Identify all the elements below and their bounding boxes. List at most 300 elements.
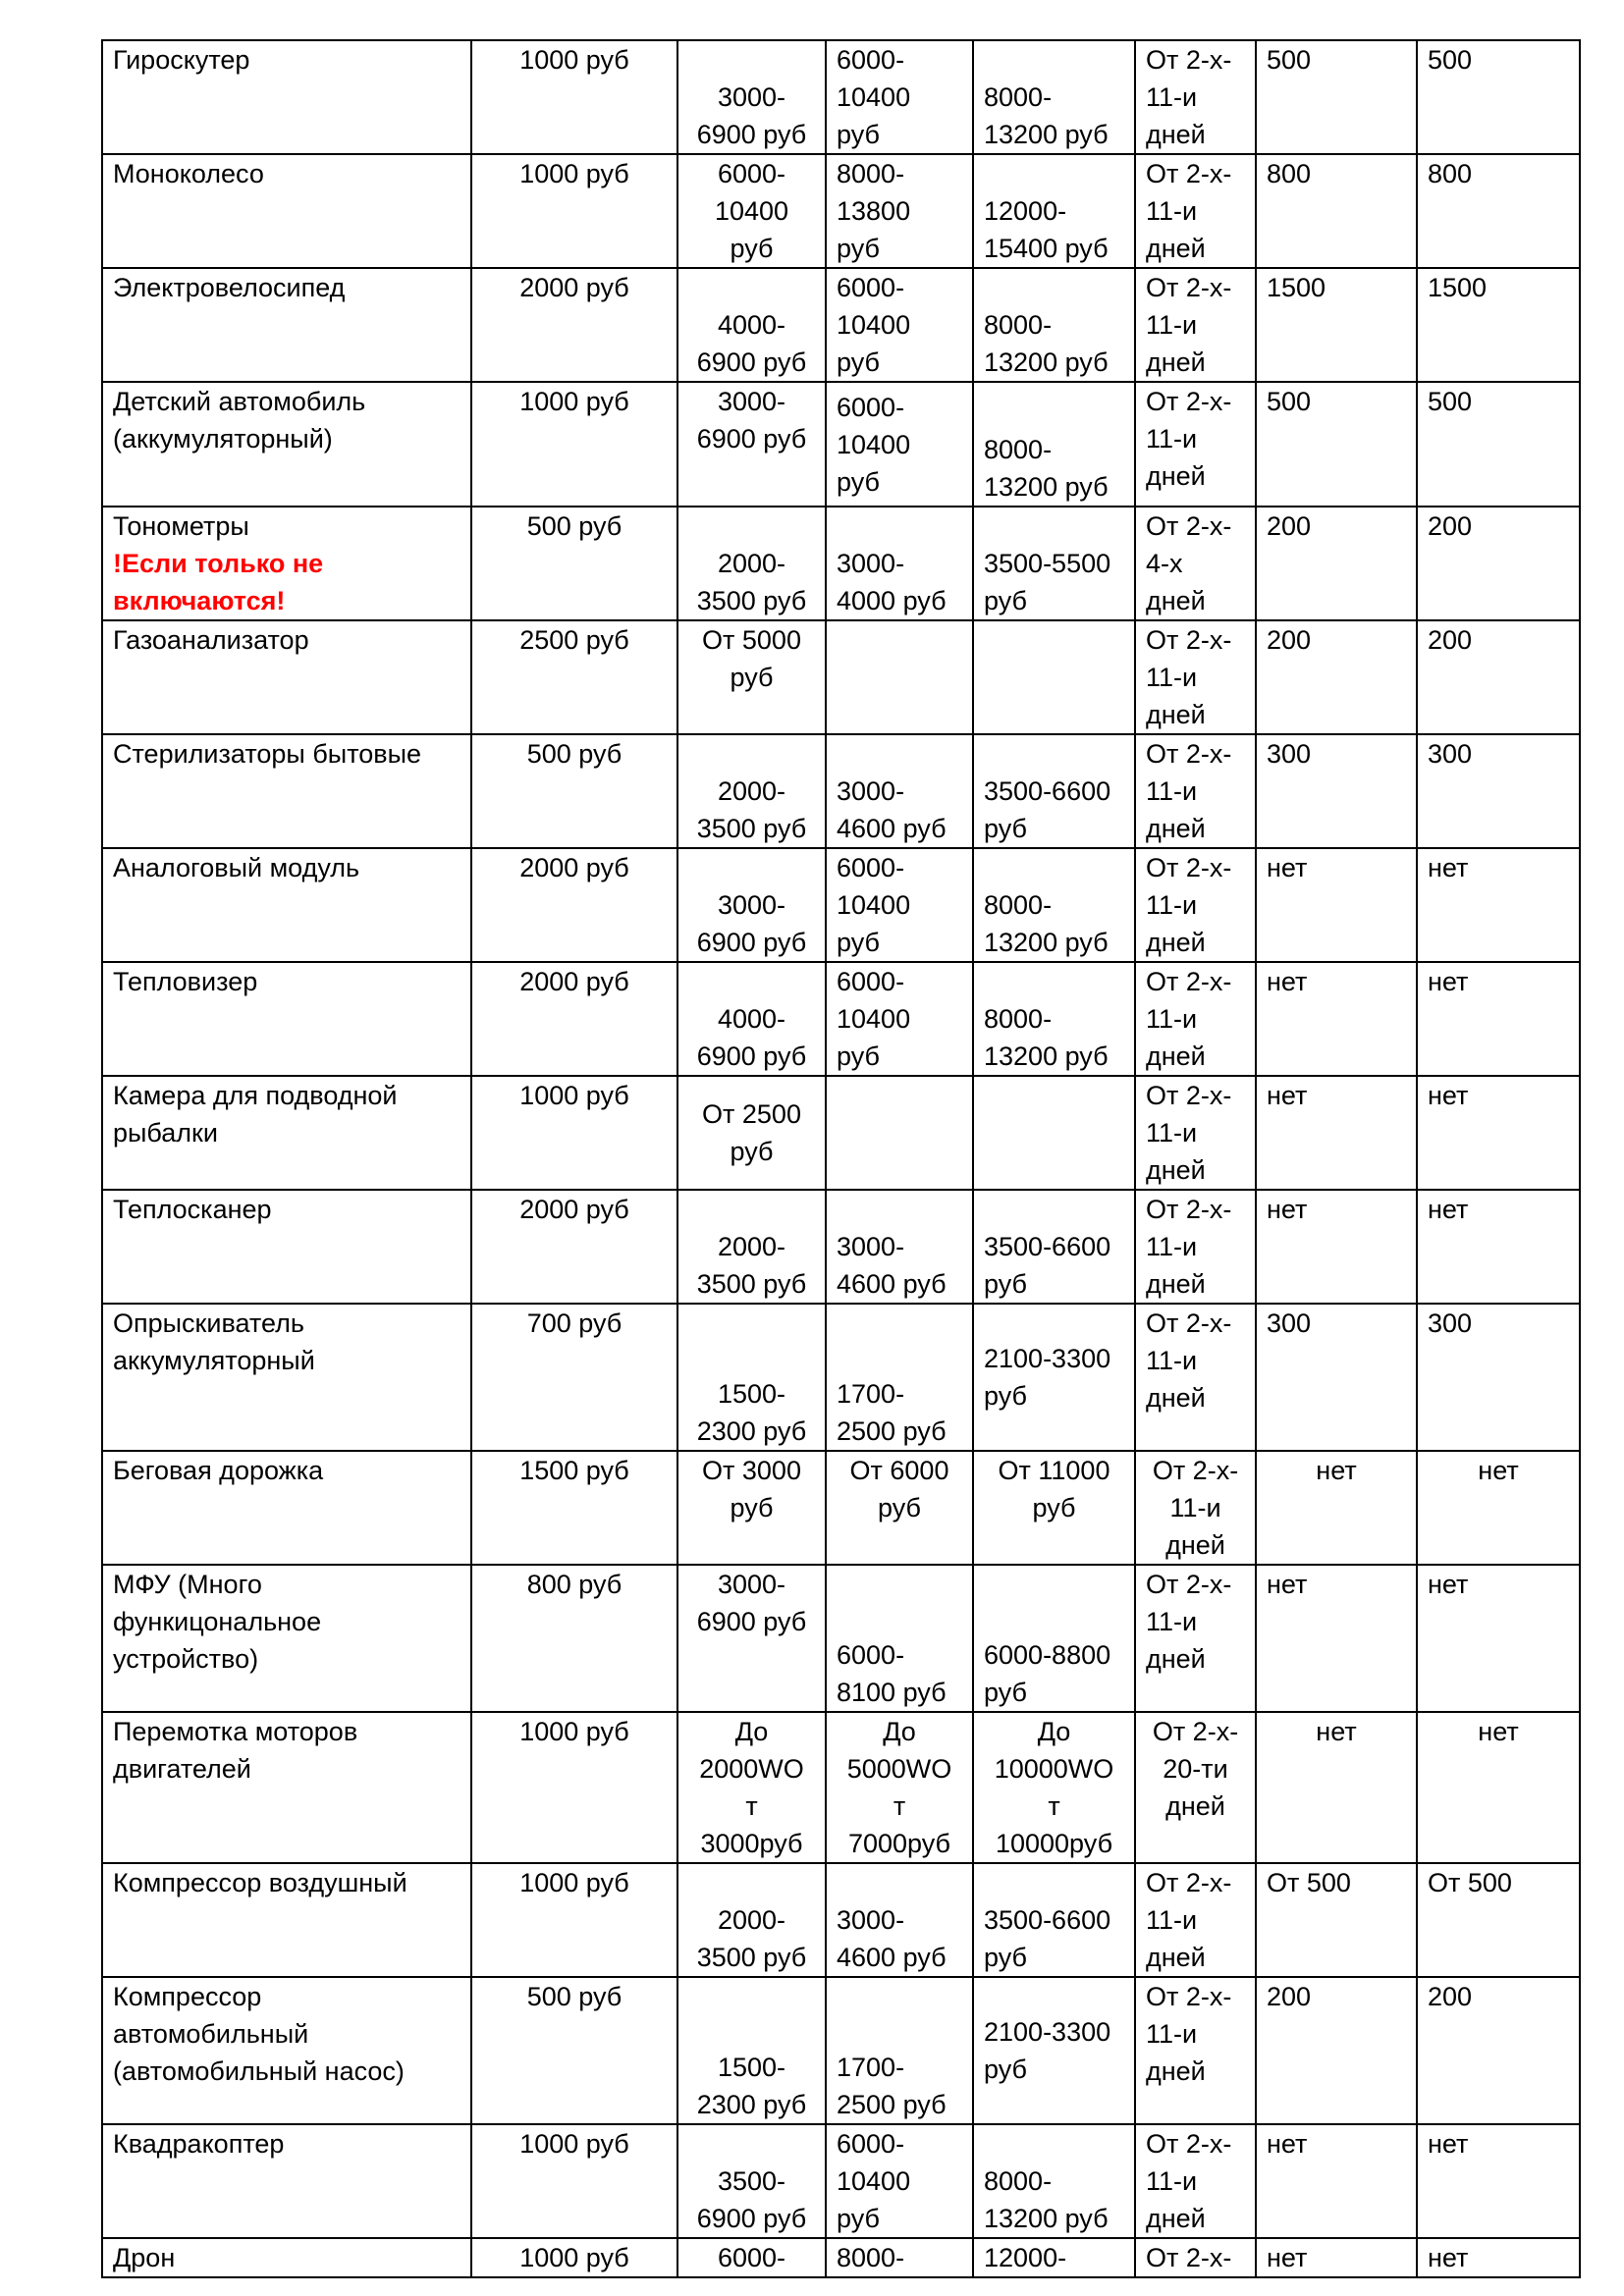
extra-price-1-cell-text: нет <box>1267 2129 1308 2159</box>
device-name-cell <box>102 2124 471 2238</box>
repair-price-3-cell <box>973 2124 1135 2238</box>
diagnostic-price-cell <box>471 268 677 382</box>
repair-term-cell-text: От 2-х- 11-и дней <box>1146 739 1232 843</box>
repair-price-1-cell-text: 6000- 10400 руб <box>714 159 789 263</box>
table-row <box>102 507 1580 620</box>
repair-term-cell-text: От 2-х- <box>1146 2243 1232 2272</box>
extra-price-1-cell-text: нет <box>1267 853 1308 882</box>
extra-price-2-cell-text: нет <box>1428 2243 1469 2272</box>
device-name-cell <box>102 382 471 507</box>
extra-price-1-cell-text: 200 <box>1267 511 1312 541</box>
repair-price-3-cell <box>973 154 1135 268</box>
table-row <box>102 2238 1580 2277</box>
repair-price-3-cell-text: 8000- 13200 руб <box>984 890 1109 957</box>
repair-term-cell-text: От 2-х- 11-и дней <box>1146 1868 1232 1972</box>
repair-term-cell <box>1135 734 1256 848</box>
extra-price-1-cell-text: 500 <box>1267 387 1312 416</box>
device-name: Перемотка моторов двигателей <box>113 1717 358 1784</box>
repair-price-3-cell-text: 3500-5500 руб <box>984 549 1111 615</box>
table-row <box>102 1076 1580 1190</box>
extra-price-2-cell <box>1417 1190 1580 1304</box>
device-name: Беговая дорожка <box>113 1456 324 1485</box>
table-row <box>102 962 1580 1076</box>
extra-price-2-cell-text: 500 <box>1428 45 1473 75</box>
extra-price-1-cell-text: нет <box>1316 1717 1357 1746</box>
repair-price-1-cell <box>677 507 826 620</box>
diagnostic-price-cell-text: 700 руб <box>526 1308 623 1338</box>
extra-price-1-cell <box>1256 154 1417 268</box>
device-name: Детский автомобиль (аккумуляторный) <box>113 387 366 454</box>
device-name: Квадракоптер <box>113 2129 285 2159</box>
extra-price-2-cell <box>1417 620 1580 734</box>
device-name-cell <box>102 1304 471 1451</box>
diagnostic-price-cell-text: 1000 руб <box>519 1081 629 1110</box>
repair-term-cell <box>1135 1190 1256 1304</box>
repair-price-2-cell <box>826 1451 973 1565</box>
diagnostic-price-cell-text: 2000 руб <box>519 273 629 302</box>
repair-price-2-cell-text: 3000- 4000 руб <box>837 549 947 615</box>
repair-price-3-cell <box>973 268 1135 382</box>
extra-price-1-cell-text: 1500 <box>1267 273 1326 302</box>
repair-term-cell-text: От 2-х- 11-и дней <box>1146 1308 1232 1413</box>
repair-price-2-cell <box>826 962 973 1076</box>
repair-price-3-cell <box>973 1977 1135 2124</box>
repair-term-cell-text: От 2-х- 11-и дней <box>1146 387 1232 491</box>
repair-term-cell <box>1135 40 1256 154</box>
table-row <box>102 1190 1580 1304</box>
diagnostic-price-cell-text: 1000 руб <box>519 2243 629 2272</box>
diagnostic-price-cell <box>471 154 677 268</box>
repair-price-1-cell-text: 2000- 3500 руб <box>696 549 807 615</box>
extra-price-2-cell <box>1417 2124 1580 2238</box>
extra-price-2-cell <box>1417 1863 1580 1977</box>
device-name-cell <box>102 1712 471 1863</box>
repair-price-2-cell-text: От 6000 руб <box>849 1456 949 1522</box>
diagnostic-price-cell <box>471 1863 677 1977</box>
extra-price-2-cell-text: 300 <box>1428 739 1473 769</box>
diagnostic-price-cell-text: 1500 руб <box>519 1456 629 1485</box>
repair-price-1-cell <box>677 848 826 962</box>
repair-price-1-cell <box>677 1190 826 1304</box>
repair-term-cell-text: От 2-х- 11-и дней <box>1146 159 1232 263</box>
repair-price-2-cell-text: 6000- 10400 руб <box>837 392 911 497</box>
repair-price-3-cell-text: До 10000WO т 10000руб <box>994 1717 1114 1858</box>
diagnostic-price-cell-text: 1000 руб <box>519 45 629 75</box>
diagnostic-price-cell <box>471 962 677 1076</box>
device-name-cell <box>102 2238 471 2277</box>
repair-term-cell <box>1135 154 1256 268</box>
extra-price-1-cell-text: 200 <box>1267 625 1312 655</box>
repair-term-cell <box>1135 1565 1256 1712</box>
repair-price-1-cell-text: До 2000WO т 3000руб <box>699 1717 804 1858</box>
extra-price-2-cell-text: 800 <box>1428 159 1473 188</box>
repair-term-cell <box>1135 1863 1256 1977</box>
repair-price-3-cell <box>973 962 1135 1076</box>
repair-term-cell <box>1135 962 1256 1076</box>
extra-price-1-cell <box>1256 1977 1417 2124</box>
repair-term-cell <box>1135 382 1256 507</box>
table-row <box>102 154 1580 268</box>
extra-price-2-cell <box>1417 1304 1580 1451</box>
device-name-cell <box>102 620 471 734</box>
repair-price-2-cell <box>826 848 973 962</box>
repair-term-cell-text: От 2-х- 4-х дней <box>1146 511 1232 615</box>
extra-price-1-cell <box>1256 2124 1417 2238</box>
repair-price-1-cell <box>677 2238 826 2277</box>
extra-price-2-cell <box>1417 507 1580 620</box>
repair-price-2-cell <box>826 2238 973 2277</box>
repair-price-1-cell <box>677 382 826 507</box>
repair-price-2-cell <box>826 620 973 734</box>
repair-price-2-cell <box>826 2124 973 2238</box>
diagnostic-price-cell <box>471 2124 677 2238</box>
warning-note: !Если только не включаются! <box>113 549 324 615</box>
device-name-cell <box>102 962 471 1076</box>
repair-price-3-cell <box>973 620 1135 734</box>
repair-price-2-cell <box>826 382 973 507</box>
table-row <box>102 734 1580 848</box>
diagnostic-price-cell-text: 1000 руб <box>519 1717 629 1746</box>
repair-price-3-cell-text: 6000-8800 руб <box>984 1640 1111 1707</box>
extra-price-1-cell-text: 500 <box>1267 45 1312 75</box>
extra-price-2-cell-text: 200 <box>1428 511 1473 541</box>
repair-price-1-cell <box>677 1076 826 1190</box>
extra-price-1-cell-text: нет <box>1267 2243 1308 2272</box>
extra-price-2-cell-text: нет <box>1478 1456 1519 1485</box>
repair-term-cell-text: От 2-х- 11-и дней <box>1146 1982 1232 2086</box>
repair-price-3-cell-text: 8000- 13200 руб <box>984 1004 1109 1071</box>
extra-price-2-cell-text: нет <box>1478 1717 1519 1746</box>
repair-price-3-cell <box>973 1863 1135 1977</box>
repair-price-2-cell <box>826 40 973 154</box>
repair-price-3-cell <box>973 2238 1135 2277</box>
extra-price-2-cell-text: 200 <box>1428 625 1473 655</box>
repair-price-1-cell <box>677 1565 826 1712</box>
repair-term-cell <box>1135 1451 1256 1565</box>
repair-price-3-cell-text: 12000- <box>984 2243 1067 2272</box>
extra-price-1-cell <box>1256 962 1417 1076</box>
repair-price-3-cell <box>973 848 1135 962</box>
repair-price-2-cell <box>826 1977 973 2124</box>
repair-price-1-cell <box>677 1712 826 1863</box>
extra-price-1-cell <box>1256 40 1417 154</box>
repair-term-cell <box>1135 620 1256 734</box>
extra-price-1-cell <box>1256 2238 1417 2277</box>
extra-price-1-cell-text: 300 <box>1267 739 1312 769</box>
extra-price-1-cell <box>1256 1190 1417 1304</box>
extra-price-2-cell-text: 200 <box>1428 1982 1473 2011</box>
repair-price-3-cell-text: 8000- 13200 руб <box>984 435 1109 502</box>
repair-price-1-cell-text: 1500- 2300 руб <box>696 2053 807 2119</box>
extra-price-1-cell <box>1256 1304 1417 1451</box>
repair-price-3-cell <box>973 1076 1135 1190</box>
repair-price-2-cell <box>826 1076 973 1190</box>
repair-price-2-cell-text: До 5000WO т 7000руб <box>846 1717 952 1858</box>
repair-price-3-cell <box>973 1190 1135 1304</box>
device-name-cell <box>102 507 471 620</box>
diagnostic-price-cell <box>471 507 677 620</box>
repair-price-1-cell <box>677 1304 826 1451</box>
repair-price-3-cell-text: От 11000 руб <box>998 1456 1110 1522</box>
extra-price-1-cell <box>1256 1565 1417 1712</box>
diagnostic-price-cell-text: 1000 руб <box>519 387 629 416</box>
repair-price-2-cell-text: 1700- 2500 руб <box>837 2053 947 2119</box>
diagnostic-price-cell-text: 1000 руб <box>519 1868 629 1897</box>
extra-price-1-cell <box>1256 848 1417 962</box>
repair-term-cell <box>1135 2238 1256 2277</box>
extra-price-1-cell <box>1256 1451 1417 1565</box>
diagnostic-price-cell <box>471 2238 677 2277</box>
repair-price-3-cell <box>973 1304 1135 1451</box>
extra-price-2-cell-text: нет <box>1428 2129 1469 2159</box>
table-row <box>102 1304 1580 1451</box>
repair-term-cell-text: От 2-х- 11-и дней <box>1146 45 1232 149</box>
extra-price-2-cell <box>1417 734 1580 848</box>
extra-price-2-cell-text: нет <box>1428 1570 1469 1599</box>
repair-price-3-cell <box>973 1565 1135 1712</box>
repair-price-1-cell <box>677 40 826 154</box>
repair-price-2-cell-text: 6000- 10400 руб <box>837 853 911 957</box>
extra-price-1-cell-text: нет <box>1267 1195 1308 1224</box>
repair-price-1-cell-text: 3500- 6900 руб <box>696 2166 807 2233</box>
diagnostic-price-cell-text: 500 руб <box>526 511 623 541</box>
repair-term-cell <box>1135 1712 1256 1863</box>
repair-price-1-cell <box>677 1451 826 1565</box>
repair-price-3-cell-text: 8000- 13200 руб <box>984 2166 1109 2233</box>
extra-price-2-cell <box>1417 1565 1580 1712</box>
diagnostic-price-cell <box>471 1565 677 1712</box>
device-name-cell <box>102 40 471 154</box>
extra-price-1-cell-text: нет <box>1267 1081 1308 1110</box>
diagnostic-price-cell <box>471 1977 677 2124</box>
repair-price-3-cell-text: 8000- 13200 руб <box>984 310 1109 377</box>
device-name: Стерилизаторы бытовые <box>113 739 422 769</box>
repair-price-3-cell <box>973 40 1135 154</box>
extra-price-2-cell <box>1417 268 1580 382</box>
repair-price-2-cell <box>826 507 973 620</box>
repair-price-1-cell <box>677 734 826 848</box>
repair-term-cell-text: От 2-х- 11-и дней <box>1146 625 1232 729</box>
table-row <box>102 1712 1580 1863</box>
repair-price-1-cell-text: 3000- 6900 руб <box>696 82 807 149</box>
device-name-cell <box>102 154 471 268</box>
table-row <box>102 1863 1580 1977</box>
device-name: Тепловизер <box>113 967 258 996</box>
repair-price-2-cell-text: 6000- 8100 руб <box>837 1640 947 1707</box>
repair-price-1-cell-text: 3000- 6900 руб <box>696 890 807 957</box>
repair-price-3-cell <box>973 382 1135 507</box>
extra-price-1-cell <box>1256 620 1417 734</box>
extra-price-1-cell <box>1256 268 1417 382</box>
repair-price-1-cell <box>677 2124 826 2238</box>
extra-price-2-cell <box>1417 154 1580 268</box>
repair-price-3-cell <box>973 1451 1135 1565</box>
extra-price-2-cell <box>1417 848 1580 962</box>
repair-price-1-cell-text: От 2500 руб <box>702 1099 801 1166</box>
repair-price-1-cell <box>677 154 826 268</box>
repair-price-2-cell-text: 8000- 13800 руб <box>837 159 911 263</box>
extra-price-2-cell <box>1417 382 1580 507</box>
extra-price-1-cell-text: 300 <box>1267 1308 1312 1338</box>
repair-price-1-cell-text: 2000- 3500 руб <box>696 1905 807 1972</box>
repair-term-cell <box>1135 1977 1256 2124</box>
extra-price-1-cell-text: нет <box>1316 1456 1357 1485</box>
repair-term-cell-text: От 2-х- 11-и дней <box>1146 967 1232 1071</box>
diagnostic-price-cell-text: 800 руб <box>526 1570 623 1599</box>
device-name: Газоанализатор <box>113 625 309 655</box>
extra-price-2-cell-text: нет <box>1428 967 1469 996</box>
device-name-cell <box>102 1977 471 2124</box>
repair-price-2-cell-text: 3000- 4600 руб <box>837 1232 947 1299</box>
price-table-body <box>102 40 1580 2277</box>
extra-price-2-cell <box>1417 1076 1580 1190</box>
extra-price-1-cell-text: 800 <box>1267 159 1312 188</box>
device-name-cell <box>102 734 471 848</box>
repair-price-1-cell-text: 4000- 6900 руб <box>696 310 807 377</box>
table-row <box>102 2124 1580 2238</box>
device-name: Опрыскиватель аккумуляторный <box>113 1308 315 1375</box>
table-row <box>102 1451 1580 1565</box>
diagnostic-price-cell <box>471 40 677 154</box>
table-row <box>102 848 1580 962</box>
extra-price-1-cell-text: 200 <box>1267 1982 1312 2011</box>
extra-price-2-cell <box>1417 1977 1580 2124</box>
table-row <box>102 1565 1580 1712</box>
device-name: Тонометры <box>113 511 249 541</box>
device-name: Гироскутер <box>113 45 250 75</box>
device-name: Компрессор автомобильный (автомобильный насос) <box>113 1982 405 2086</box>
repair-term-cell-text: От 2-х- 11-и дней <box>1146 1570 1232 1674</box>
extra-price-1-cell-text: нет <box>1267 1570 1308 1599</box>
diagnostic-price-cell-text: 2000 руб <box>519 853 629 882</box>
repair-price-2-cell-text: 1700- 2500 руб <box>837 1379 947 1446</box>
table-row <box>102 382 1580 507</box>
diagnostic-price-cell <box>471 620 677 734</box>
extra-price-2-cell-text: нет <box>1428 853 1469 882</box>
repair-term-cell-text: От 2-х- 11-и дней <box>1146 1195 1232 1299</box>
repair-price-3-cell-text: 3500-6600 руб <box>984 776 1111 843</box>
extra-price-1-cell <box>1256 1076 1417 1190</box>
repair-price-1-cell-text: 3000- 6900 руб <box>696 1570 807 1636</box>
repair-term-cell-text: От 2-х- 11-и дней <box>1146 853 1232 957</box>
diagnostic-price-cell <box>471 734 677 848</box>
repair-price-2-cell-text: 6000- 10400 руб <box>837 273 911 377</box>
device-name-cell <box>102 848 471 962</box>
diagnostic-price-cell-text: 2000 руб <box>519 1195 629 1224</box>
diagnostic-price-cell <box>471 848 677 962</box>
extra-price-2-cell <box>1417 962 1580 1076</box>
repair-price-1-cell <box>677 620 826 734</box>
extra-price-1-cell <box>1256 1863 1417 1977</box>
device-name-cell <box>102 1451 471 1565</box>
repair-term-cell-text: От 2-х- 20-ти дней <box>1152 1717 1239 1821</box>
repair-price-1-cell-text: От 5000 руб <box>702 625 801 692</box>
diagnostic-price-cell-text: 1000 руб <box>519 2129 629 2159</box>
repair-term-cell <box>1135 1304 1256 1451</box>
extra-price-2-cell <box>1417 1712 1580 1863</box>
repair-price-2-cell <box>826 1712 973 1863</box>
diagnostic-price-cell <box>471 1076 677 1190</box>
diagnostic-price-cell-text: 500 руб <box>526 1982 623 2011</box>
diagnostic-price-cell <box>471 1304 677 1451</box>
table-row <box>102 1977 1580 2124</box>
diagnostic-price-cell-text: 2500 руб <box>519 625 629 655</box>
repair-term-cell <box>1135 507 1256 620</box>
diagnostic-price-cell <box>471 1712 677 1863</box>
repair-price-3-cell-text: 3500-6600 руб <box>984 1905 1111 1972</box>
extra-price-1-cell-text: От 500 <box>1267 1868 1351 1897</box>
repair-price-3-cell-text: 3500-6600 руб <box>984 1232 1111 1299</box>
extra-price-2-cell <box>1417 1451 1580 1565</box>
diagnostic-price-cell-text: 1000 руб <box>519 159 629 188</box>
extra-price-1-cell <box>1256 382 1417 507</box>
repair-price-2-cell-text: 3000- 4600 руб <box>837 776 947 843</box>
repair-term-cell <box>1135 2124 1256 2238</box>
repair-price-3-cell <box>973 734 1135 848</box>
repair-price-1-cell-text: От 3000 руб <box>702 1456 801 1522</box>
table-row <box>102 40 1580 154</box>
repair-term-cell <box>1135 1076 1256 1190</box>
device-name: Дрон <box>113 2243 176 2272</box>
diagnostic-price-cell-text: 500 руб <box>526 739 623 769</box>
price-table <box>101 39 1581 2278</box>
repair-price-2-cell <box>826 1863 973 1977</box>
extra-price-2-cell-text: От 500 <box>1428 1868 1512 1897</box>
device-name: МФУ (Много функицональное устройство) <box>113 1570 322 1674</box>
repair-price-3-cell-text: 8000- 13200 руб <box>984 82 1109 149</box>
device-name-cell <box>102 268 471 382</box>
device-name-cell <box>102 1863 471 1977</box>
repair-term-cell-text: От 2-х- 11-и дней <box>1146 2129 1232 2233</box>
repair-term-cell <box>1135 848 1256 962</box>
extra-price-2-cell-text: нет <box>1428 1195 1469 1224</box>
device-name: Компрессор воздушный <box>113 1868 407 1897</box>
repair-price-1-cell <box>677 1863 826 1977</box>
repair-price-3-cell-text: 2100-3300 руб <box>984 1344 1111 1411</box>
repair-price-1-cell-text: 6000- <box>717 2243 786 2272</box>
repair-price-3-cell-text: 12000- 15400 руб <box>984 196 1109 263</box>
repair-price-1-cell-text: 2000- 3500 руб <box>696 1232 807 1299</box>
extra-price-2-cell-text: 500 <box>1428 387 1473 416</box>
repair-term-cell-text: От 2-х- 11-и дней <box>1146 273 1232 377</box>
extra-price-2-cell-text: 1500 <box>1428 273 1488 302</box>
diagnostic-price-cell <box>471 1190 677 1304</box>
repair-price-1-cell-text: 4000- 6900 руб <box>696 1004 807 1071</box>
extra-price-1-cell-text: нет <box>1267 967 1308 996</box>
repair-price-1-cell <box>677 1977 826 2124</box>
device-name-cell <box>102 1565 471 1712</box>
extra-price-1-cell <box>1256 507 1417 620</box>
device-name: Аналоговый модуль <box>113 853 360 882</box>
device-name-cell <box>102 1076 471 1190</box>
repair-price-3-cell <box>973 1712 1135 1863</box>
device-name: Электровелосипед <box>113 273 346 302</box>
device-name: Камера для подводной рыбалки <box>113 1081 398 1148</box>
repair-price-2-cell-text: 6000- 10400 руб <box>837 45 911 149</box>
extra-price-2-cell-text: нет <box>1428 1081 1469 1110</box>
repair-price-1-cell <box>677 962 826 1076</box>
repair-term-cell <box>1135 268 1256 382</box>
repair-price-3-cell-text: 2100-3300 руб <box>984 2017 1111 2084</box>
diagnostic-price-cell <box>471 1451 677 1565</box>
extra-price-2-cell-text: 300 <box>1428 1308 1473 1338</box>
diagnostic-price-cell <box>471 382 677 507</box>
diagnostic-price-cell-text: 2000 руб <box>519 967 629 996</box>
repair-price-1-cell-text: 3000- 6900 руб <box>696 387 807 454</box>
repair-price-2-cell-text: 8000- <box>837 2243 905 2272</box>
repair-price-2-cell-text: 3000- 4600 руб <box>837 1905 947 1972</box>
extra-price-1-cell <box>1256 734 1417 848</box>
